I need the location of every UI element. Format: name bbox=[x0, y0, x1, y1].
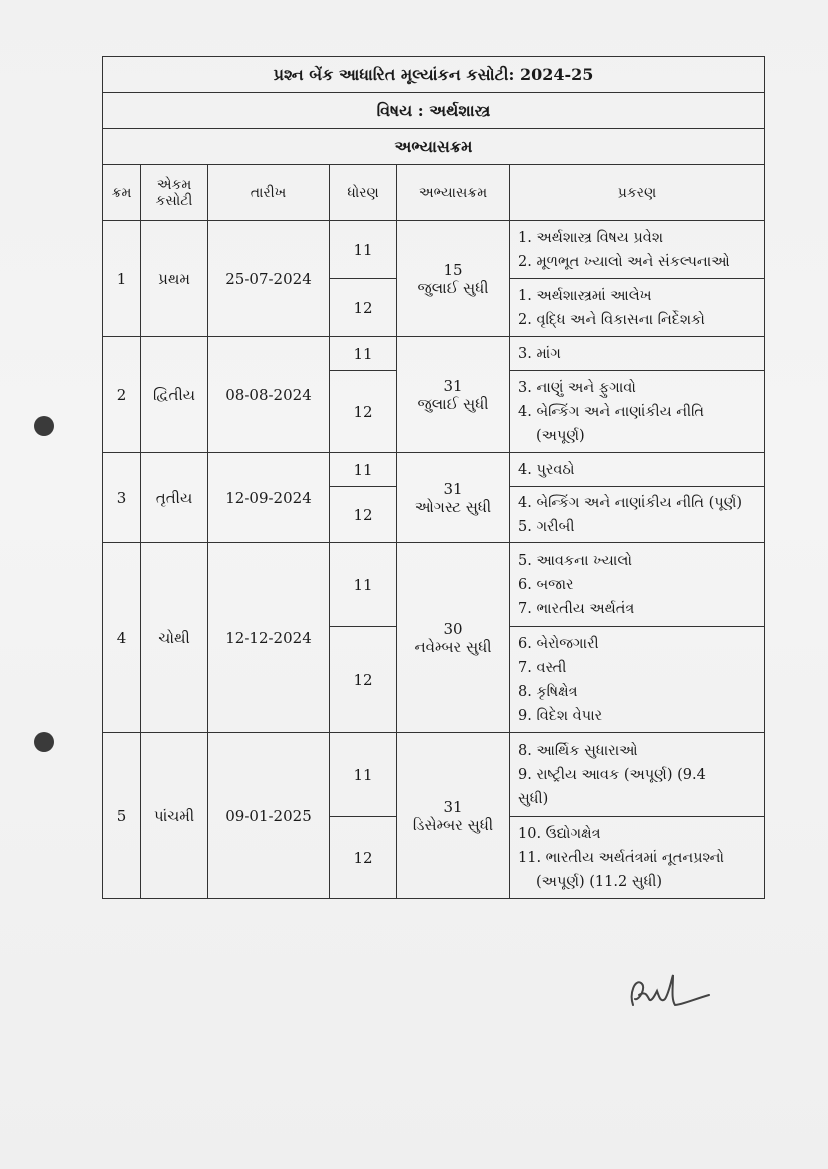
chapter-cell bbox=[510, 371, 765, 453]
standard-cell: 12 bbox=[330, 371, 397, 453]
chapter-cell bbox=[510, 733, 765, 817]
chapter-item: 7. વસ્તી bbox=[518, 659, 567, 676]
chapter-cell bbox=[510, 279, 765, 337]
syllabus-cell bbox=[397, 337, 510, 453]
chapter-item: 2. મૂળભૂત ખ્યાલો અને સંકલ્પનાઓ bbox=[518, 253, 730, 270]
chapter-item: 1. અર્થશાસ્ત્ર વિષય પ્રવેશ bbox=[518, 229, 664, 246]
syllabus-date: 31 bbox=[443, 479, 463, 498]
date-cell: 09-01-2025 bbox=[208, 733, 330, 899]
chapter-item: 9. રાષ્ટ્રીય આવક (અપૂર્ણ) (9.4 bbox=[518, 766, 706, 783]
syllabus-cell bbox=[397, 221, 510, 337]
punch-hole bbox=[34, 416, 54, 436]
standard-cell: 11 bbox=[330, 543, 397, 627]
date-cell: 12-12-2024 bbox=[208, 543, 330, 733]
chapter-item: 7. ભારતીય અર્થતંત્ર bbox=[518, 600, 635, 617]
chapter-item: 3. નાણું અને ફુગાવો bbox=[518, 379, 636, 396]
chapter-item: 5. આવકના ખ્યાલો bbox=[518, 552, 632, 569]
date-cell: 08-08-2024 bbox=[208, 337, 330, 453]
signature bbox=[625, 965, 715, 1015]
chapter-item: 4. બેન્કિંગ અને નાણાંકીય નીતિ bbox=[518, 403, 705, 420]
chapter-cell bbox=[510, 487, 765, 543]
syllabus-heading: અભ્યાસક્રમ bbox=[103, 129, 765, 165]
standard-cell: 11 bbox=[330, 337, 397, 371]
syllabus-date: 30 bbox=[443, 619, 463, 638]
syllabus-month: ડિસેમ્બર સુધી bbox=[412, 815, 494, 834]
syllabus-cell bbox=[397, 543, 510, 733]
unit-test-cell: પાંચમી bbox=[141, 733, 208, 899]
standard-cell: 12 bbox=[330, 817, 397, 899]
chapter-item: 9. વિદેશ વેપાર bbox=[518, 707, 603, 724]
syllabus-date: 15 bbox=[443, 260, 463, 279]
syllabus-month: જુલાઈ સુધી bbox=[417, 394, 489, 413]
chapter-item: 11. ભારતીય અર્થતંત્રમાં નૂતનપ્રશ્નો bbox=[518, 849, 725, 866]
unit-test-cell: દ્વિતીય bbox=[141, 337, 208, 453]
table-row bbox=[103, 453, 765, 487]
column-header-date: તારીખ bbox=[208, 165, 330, 221]
table-row bbox=[103, 221, 765, 279]
sr-cell: 4 bbox=[103, 543, 141, 733]
unit-test-cell: ચોથી bbox=[141, 543, 208, 733]
chapter-item: સુધી) bbox=[518, 790, 549, 807]
chapter-item: 2. વૃદ્ધિ અને વિકાસના નિર્દેશકો bbox=[518, 311, 705, 328]
column-header-row bbox=[103, 165, 765, 221]
chapter-item: 6. બજાર bbox=[518, 576, 574, 593]
standard-cell: 12 bbox=[330, 487, 397, 543]
standard-cell: 11 bbox=[330, 733, 397, 817]
column-header-syllabus: અભ્યાસક્રમ bbox=[397, 165, 510, 221]
sr-cell: 3 bbox=[103, 453, 141, 543]
syllabus-cell bbox=[397, 453, 510, 543]
table-row bbox=[103, 543, 765, 627]
standard-cell: 12 bbox=[330, 279, 397, 337]
sr-cell: 5 bbox=[103, 733, 141, 899]
chapter-item: 4. બેન્કિંગ અને નાણાંકીય નીતિ (પૂર્ણ) bbox=[518, 494, 743, 511]
chapter-cell bbox=[510, 627, 765, 733]
date-cell: 25-07-2024 bbox=[208, 221, 330, 337]
chapter-cell bbox=[510, 221, 765, 279]
punch-hole bbox=[34, 732, 54, 752]
sr-cell: 1 bbox=[103, 221, 141, 337]
chapter-item: 8. આર્થિક સુધારાઓ bbox=[518, 742, 638, 759]
chapter-item: 6. બેરોજગારી bbox=[518, 635, 599, 652]
syllabus-month: જુલાઈ સુધી bbox=[417, 278, 489, 297]
chapter-cell bbox=[510, 817, 765, 899]
syllabus-cell bbox=[397, 733, 510, 899]
chapter-item: 5. ગરીબી bbox=[518, 518, 575, 535]
chapter-item: 3. માંગ bbox=[518, 345, 561, 362]
chapter-cell bbox=[510, 337, 765, 371]
column-header-standard: ધોરણ bbox=[330, 165, 397, 221]
chapter-item: (અપૂર્ણ) (11.2 સુધી) bbox=[536, 873, 663, 890]
chapter-item: 10. ઉદ્યોગક્ષેત્ર bbox=[518, 825, 601, 842]
syllabus-month: નવેમ્બર સુધી bbox=[414, 637, 492, 656]
subject-heading: વિષય : અર્થશાસ્ત્ર bbox=[103, 93, 765, 129]
date-cell: 12-09-2024 bbox=[208, 453, 330, 543]
standard-cell: 12 bbox=[330, 627, 397, 733]
table-row bbox=[103, 337, 765, 371]
chapter-item: 4. પુરવઠો bbox=[518, 461, 575, 478]
column-header-unit-test: એકમ કસોટી bbox=[141, 165, 208, 221]
syllabus-date: 31 bbox=[443, 797, 463, 816]
standard-cell: 11 bbox=[330, 221, 397, 279]
standard-cell: 11 bbox=[330, 453, 397, 487]
column-header-chapter: પ્રકરણ bbox=[510, 165, 765, 221]
sr-cell: 2 bbox=[103, 337, 141, 453]
chapter-item: 1. અર્થશાસ્ત્રમાં આલેખ bbox=[518, 287, 652, 304]
syllabus-table bbox=[102, 56, 765, 899]
column-header-sr: ક્રમ bbox=[103, 165, 141, 221]
syllabus-month: ઓગસ્ટ સુધી bbox=[414, 497, 492, 516]
chapter-cell bbox=[510, 453, 765, 487]
chapter-item: (અપૂર્ણ) bbox=[536, 427, 585, 444]
chapter-cell bbox=[510, 543, 765, 627]
chapter-item: 8. કૃષિક્ષેત્ર bbox=[518, 683, 578, 700]
unit-test-cell: પ્રથમ bbox=[141, 221, 208, 337]
table-row bbox=[103, 733, 765, 817]
unit-test-cell: તૃતીય bbox=[141, 453, 208, 543]
document-title: પ્રશ્ન બેંક આધારિત મૂલ્યાંકન કસોટી: 2024-25 bbox=[103, 57, 765, 93]
syllabus-date: 31 bbox=[443, 376, 463, 395]
